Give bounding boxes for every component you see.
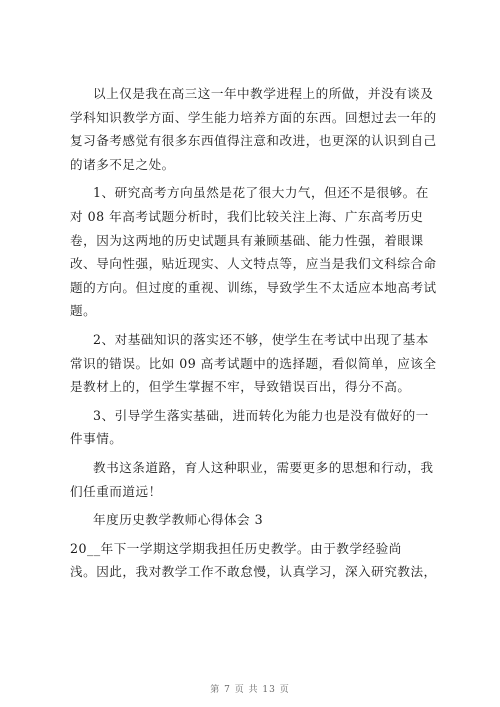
text-line: 2、对基础知识的落实还不够，使学生在考试中出现了基本	[93, 331, 429, 347]
text-line: 卷，因为这两地的历史试题具有兼顾基础、能力性强，着眼课	[70, 232, 424, 248]
text-line: 学科知识教学方面、学生能力培养方面的东西。回想过去一年的	[70, 109, 437, 125]
paragraph-point-2	[70, 328, 445, 399]
text-line: 改、导向性强，贴近现实、人文特点等，应当是我们文科综合命	[70, 256, 437, 272]
paragraph-summary	[70, 82, 445, 176]
text-line: 的诸多不足之处。	[70, 156, 175, 172]
text-line: 以上仅是我在高三这一年中教学进程上的所做，并没有谈及	[93, 86, 434, 101]
paragraph-point-3	[70, 404, 445, 451]
text-line: 题的方向。但过度的重视、训练，导致学生不太适应本地高考试	[70, 279, 437, 295]
text-line: 是教材上的，但学生掌握不牢，导致错误百出，得分不高。	[70, 379, 411, 395]
text-line: 浅。因此，我对教学工作不敢怠慢，认真学习，深入研究教法，	[70, 564, 437, 580]
text-line: 常识的错误。比如 09 高考试题中的选择题，看似简单，应该全	[70, 355, 437, 371]
text-line: 复习备考感觉有很多东西值得注意和改进，也更深的认识到自己	[70, 133, 437, 149]
text-line: 3、引导学生落实基础，进而转化为能力也是没有做好的一	[93, 407, 429, 423]
text-line: 20__年下一学期这学期我担任历史教学。由于教学经验尚	[70, 540, 402, 556]
text-line: 件事情。	[70, 431, 123, 447]
paragraph-conclusion	[70, 456, 445, 503]
section-title: 年度历史教学教师心得体会 3	[93, 512, 264, 528]
text-line: 题。	[70, 303, 97, 319]
text-line: 们任重而道远！	[70, 483, 162, 499]
text-line: 1、研究高考方向虽然是花了很大力气，但还不是很够。在	[93, 185, 429, 201]
text-line: 教书这条道路，育人这种职业，需要更多的思想和行动，我	[93, 459, 434, 475]
paragraph-next-section	[70, 537, 445, 584]
page-number-footer: 第 7 页 共 13 页	[210, 685, 290, 695]
paragraph-point-1	[70, 181, 445, 323]
document-body	[70, 82, 445, 584]
text-line: 对 08 年高考试题分析时，我们比较关注上海、广东高考历史	[70, 208, 424, 224]
